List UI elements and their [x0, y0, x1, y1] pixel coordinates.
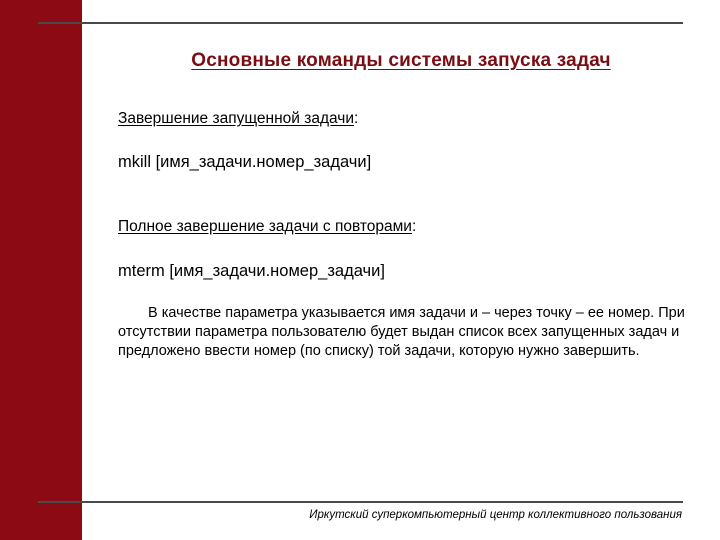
- section-heading-term: [118, 218, 416, 236]
- section-heading-kill: [118, 110, 358, 128]
- bottom-divider: [38, 501, 683, 503]
- command-mkill: mkill [имя_задачи.номер_задачи]: [118, 153, 372, 171]
- top-divider: [38, 22, 683, 24]
- slide-title: Основные команды системы запуска задач: [191, 50, 611, 71]
- sidebar-decoration-bar: [0, 0, 82, 540]
- section-heading-kill-colon: :: [354, 110, 359, 127]
- description-paragraph: В качестве параметра указывается имя задачи и – через точку – ее номер. При отсутствии параметра пользователю будет выдан список всех запущенных задач и предложено ввести номер (по списку) той задачи, которую нужно завершить.: [118, 305, 685, 359]
- section-heading-kill-text: Завершение запущенной задачи: [118, 110, 355, 127]
- section-heading-term-colon: :: [411, 218, 417, 235]
- section-heading-term-text: Полное завершение задачи с повторами: [118, 218, 412, 235]
- footer-organization: Иркутский суперкомпьютерный центр коллективного пользования: [309, 509, 682, 521]
- command-mterm: mterm [имя_задачи.номер_задачи]: [118, 262, 385, 280]
